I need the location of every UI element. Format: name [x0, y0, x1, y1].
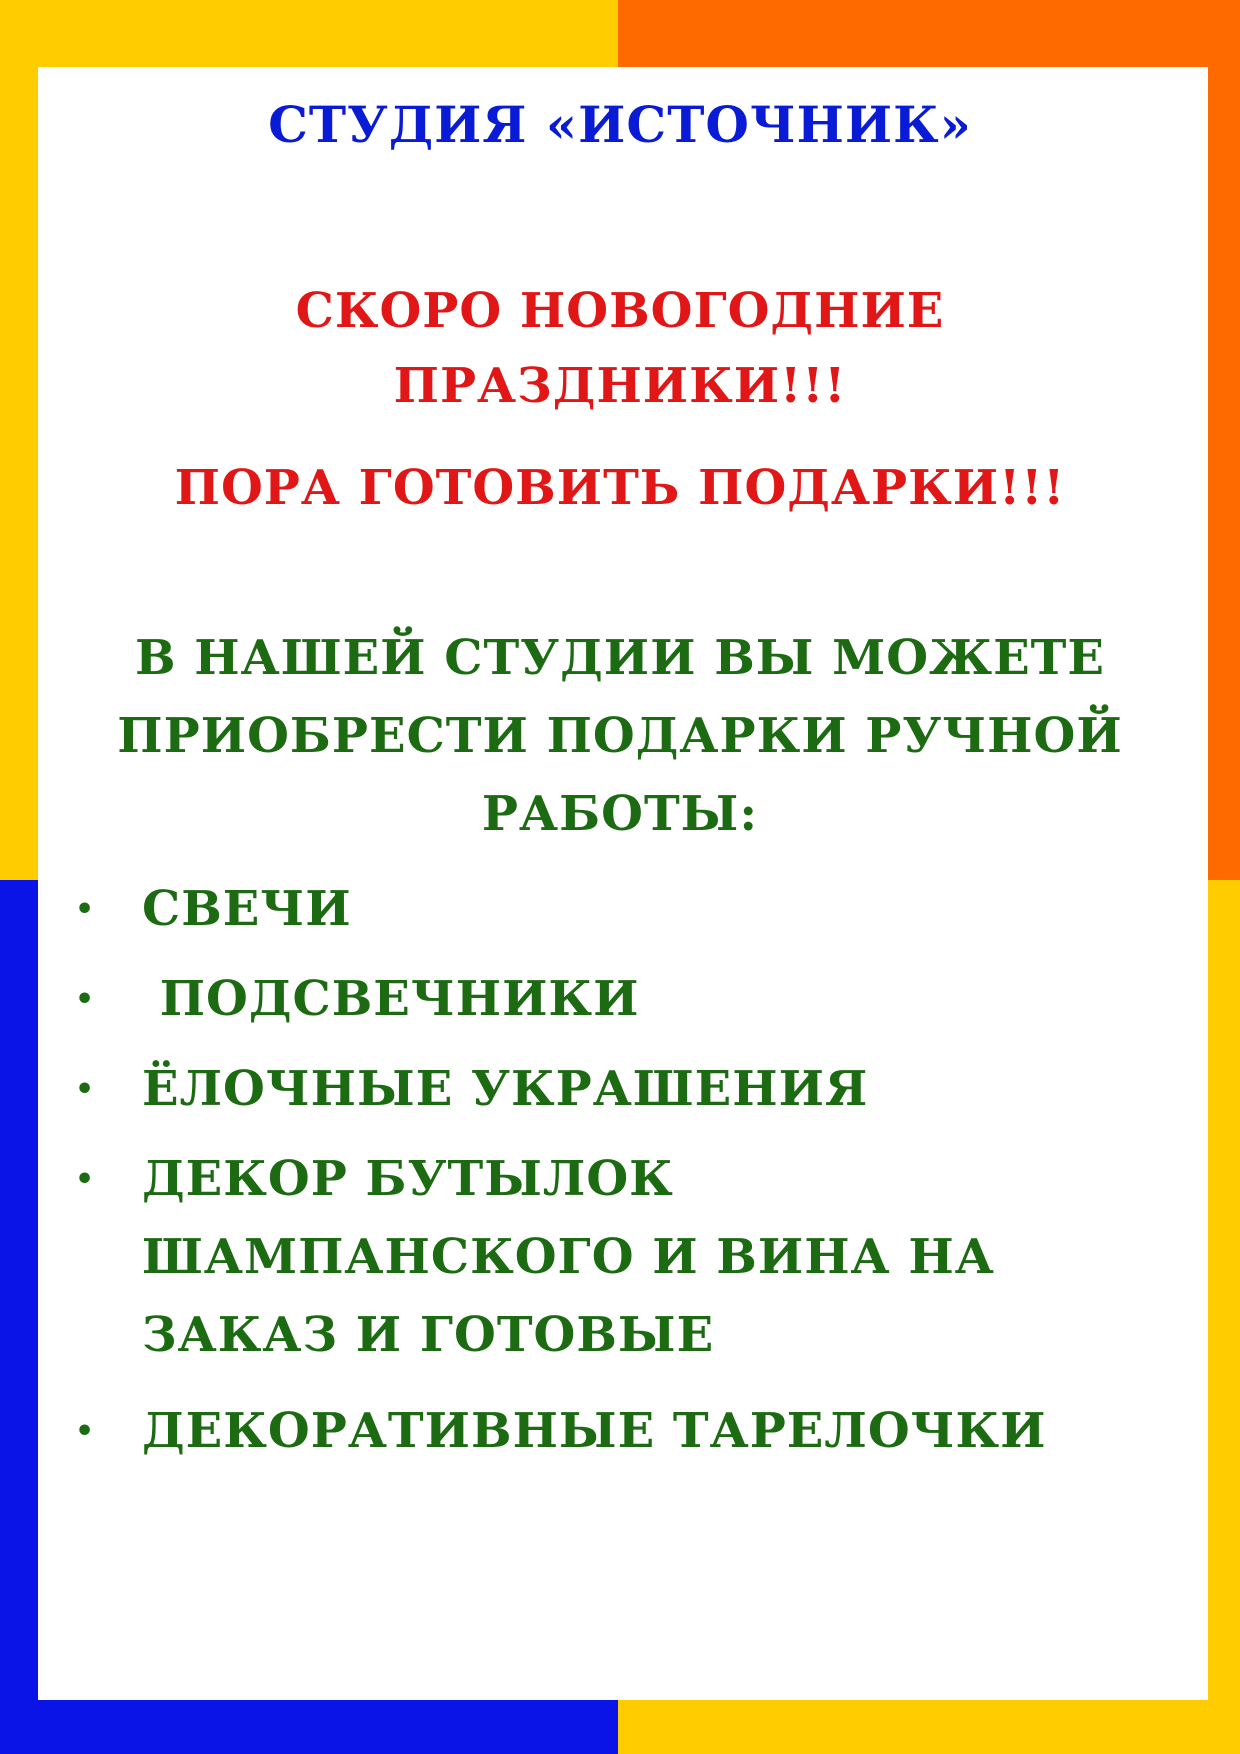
- list-item-text: ДЕКОРАТИВНЫЕ ТАРЕЛОЧКИ: [142, 1403, 1047, 1459]
- bullet-icon: •: [75, 1072, 96, 1107]
- bullet-icon: •: [75, 892, 96, 927]
- announcement-line-2: ПРАЗДНИКИ!!!: [393, 358, 847, 414]
- list-item-text-line-3: ЗАКАЗ И ГОТОВЫЕ: [142, 1307, 715, 1363]
- list-item-text: СВЕЧИ: [142, 881, 352, 937]
- intro-line-2: ПРИОБРЕСТИ ПОДАРКИ РУЧНОЙ: [117, 708, 1123, 764]
- list-item-text-line-1: ДЕКОР БУТЫЛОК: [142, 1151, 674, 1207]
- list-item-text: ЁЛОЧНЫЕ УКРАШЕНИЯ: [142, 1061, 869, 1117]
- bullet-icon: •: [75, 1162, 96, 1197]
- bullet-icon: •: [75, 1414, 96, 1449]
- bullet-icon: •: [75, 982, 96, 1017]
- intro-line-1: В НАШЕЙ СТУДИИ ВЫ МОЖЕТЕ: [135, 630, 1105, 686]
- announcement-line-3: ПОРА ГОТОВИТЬ ПОДАРКИ!!!: [174, 460, 1066, 516]
- list-item-text: ПОДСВЕЧНИКИ: [142, 971, 640, 1027]
- announcement-line-1: СКОРО НОВОГОДНИЕ: [295, 283, 945, 339]
- studio-title: СТУДИЯ «ИСТОЧНИК»: [268, 95, 972, 154]
- list-item-text-line-2: ШАМПАНСКОГО И ВИНА НА: [142, 1229, 995, 1285]
- intro-line-3: РАБОТЫ:: [481, 786, 759, 842]
